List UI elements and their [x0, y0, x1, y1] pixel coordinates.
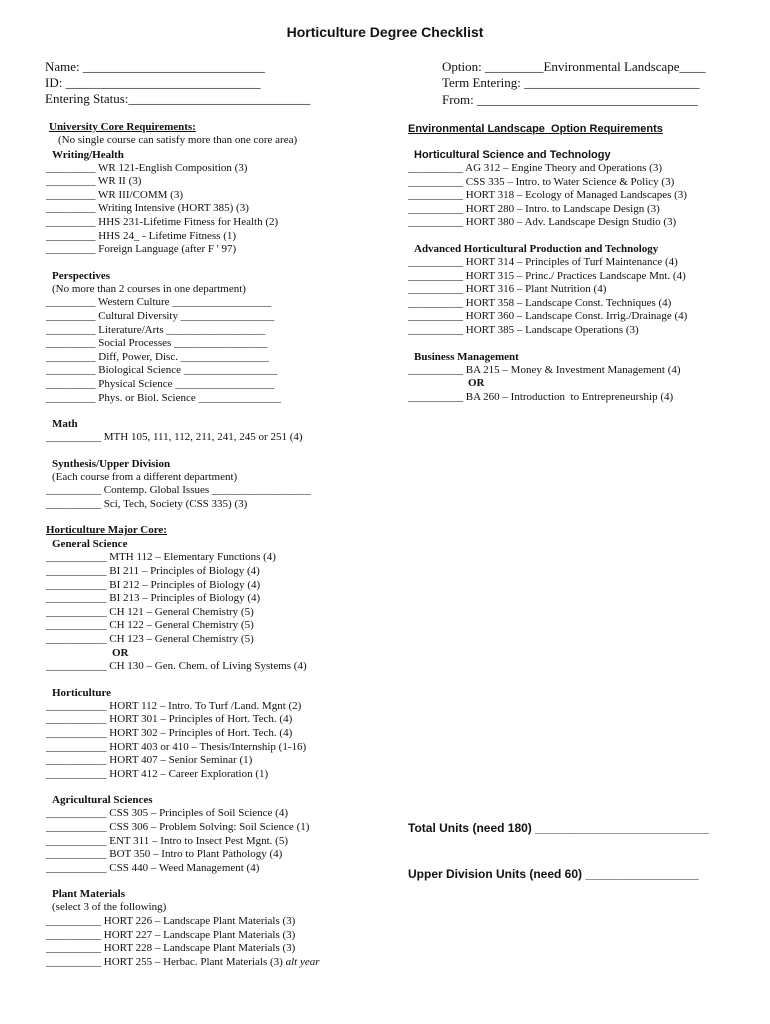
course-line[interactable]: ___________ HORT 403 or 410 – Thesis/Internship (1-16): [46, 740, 307, 753]
course-line[interactable]: __________ HORT 316 – Plant Nutrition (4): [408, 283, 607, 296]
course-line[interactable]: _________ Social Processes _________________: [46, 337, 268, 350]
advanced-hort-heading: Advanced Horticultural Production and Technology: [414, 242, 659, 255]
or-label: OR: [112, 646, 129, 659]
course-line[interactable]: ___________ CH 123 – General Chemistry (5): [46, 633, 254, 646]
course-line[interactable]: _________ Literature/Arts __________________: [46, 323, 266, 336]
upper-division-units-field[interactable]: Upper Division Units (need 60) _________________: [408, 867, 699, 881]
course-line[interactable]: ___________ HORT 407 – Senior Seminar (1): [46, 754, 253, 767]
course-line[interactable]: ___________ HORT 112 – Intro. To Turf /Land. Mgnt (2): [46, 699, 302, 712]
from-field[interactable]: From: __________________________________: [442, 92, 699, 107]
writing-list: [46, 162, 406, 257]
general-science-heading: General Science: [52, 538, 128, 551]
course-line[interactable]: ___________ HORT 412 – Career Exploration (1): [46, 767, 269, 780]
synthesis-heading: Synthesis/Upper Division: [52, 457, 171, 470]
course-line[interactable]: ___________ CSS 440 – Weed Management (4): [46, 861, 260, 874]
course-line[interactable]: ___________ CH 122 – General Chemistry (5): [46, 619, 254, 632]
course-line[interactable]: ___________ CH 121 – General Chemistry (5): [46, 605, 254, 618]
course-line[interactable]: __________ BA 215 – Money & Investment Management (4): [408, 363, 681, 376]
plant-materials-note: (select 3 of the following): [52, 901, 167, 914]
course-line[interactable]: _________ Foreign Language (after F ' 97): [46, 243, 237, 256]
course-line[interactable]: _________ Cultural Diversity _________________: [46, 309, 275, 322]
course-line[interactable]: __________ HORT 280 – Intro. to Landscape Design (3): [408, 202, 660, 215]
course-line[interactable]: ___________ BI 213 – Principles of Biology (4): [46, 592, 261, 605]
course-line[interactable]: _________ HHS 231-Lifetime Fitness for Health (2): [46, 215, 279, 228]
university-core-heading: University Core Requirements:: [49, 121, 196, 133]
agricultural-sciences-heading: Agricultural Sciences: [52, 794, 153, 807]
right-column: [408, 122, 753, 404]
course-line[interactable]: __________ HORT 314 – Principles of Turf Maintenance (4): [408, 255, 678, 268]
plant-materials-heading: Plant Materials: [52, 888, 126, 901]
perspectives-heading: Perspectives: [52, 269, 111, 282]
course-line[interactable]: ___________ BOT 350 – Intro to Plant Pathology (4): [46, 848, 283, 861]
course-line[interactable]: __________ BA 260 – Introduction to Entrepreneurship (4): [408, 390, 674, 403]
business-management-heading: Business Management: [414, 350, 519, 363]
course-line[interactable]: __________ Contemp. Global Issues __________________: [46, 484, 311, 497]
math-list: [46, 431, 406, 445]
synthesis-list: [46, 484, 406, 511]
course-line[interactable]: __________ AG 312 – Engine Theory and Operations (3): [408, 162, 662, 174]
course-line[interactable]: __________ HORT 318 – Ecology of Managed Landscapes (3): [408, 189, 687, 202]
course-line[interactable]: _________ Biological Science _________________: [46, 364, 278, 377]
course-line[interactable]: ___________ HORT 301 – Principles of Hort. Tech. (4): [46, 713, 293, 726]
course-line[interactable]: __________ HORT 358 – Landscape Const. Techniques (4): [408, 296, 672, 309]
total-units-field[interactable]: Total Units (need 180) __________________________: [408, 821, 709, 835]
hort-science-tech-heading: Horticultural Science and Technology: [414, 149, 611, 161]
left-column: [46, 120, 406, 969]
course-line[interactable]: ___________ CH 130 – Gen. Chem. of Living Systems (4): [46, 660, 307, 673]
course-line[interactable]: _________ Writing Intensive (HORT 385) (3): [46, 202, 249, 215]
advanced-hort-list: [408, 256, 753, 338]
course-line[interactable]: ___________ MTH 112 – Elementary Functions (4): [46, 551, 276, 564]
course-line[interactable]: __________ HORT 380 – Adv. Landscape Design Studio (3): [408, 216, 677, 229]
course-line[interactable]: ___________ CSS 305 – Principles of Soil Science (4): [46, 807, 288, 820]
course-line[interactable]: __________ HORT 360 – Landscape Const. Irrig./Drainage (4): [408, 310, 688, 323]
perspectives-list: [46, 296, 406, 405]
course-line[interactable]: __________ CSS 335 – Intro. to Water Science & Policy (3): [408, 175, 675, 188]
writing-health-heading: Writing/Health: [52, 148, 124, 161]
alt-year-note: alt year: [285, 955, 320, 968]
horticulture-heading: Horticulture: [52, 686, 112, 699]
synthesis-note: (Each course from a different department): [52, 470, 238, 483]
math-heading: Math: [52, 418, 78, 431]
course-line[interactable]: _________ WR III/COMM (3): [46, 188, 183, 201]
course-line[interactable]: _________ Diff, Power, Disc. ________________: [46, 350, 269, 363]
major-core-heading: Horticulture Major Core:: [46, 524, 167, 537]
option-field[interactable]: Option: _________Environmental Landscape____: [442, 59, 706, 74]
course-line[interactable]: __________ HORT 228 – Landscape Plant Materials (3): [46, 942, 296, 955]
term-entering-field[interactable]: Term Entering: ___________________________: [442, 75, 700, 90]
entering-status-field[interactable]: Entering Status:____________________________: [45, 91, 311, 106]
perspectives-note: (No more than 2 courses in one department): [52, 282, 246, 295]
id-field[interactable]: ID: ______________________________: [45, 75, 261, 90]
course-line[interactable]: __________ MTH 105, 111, 112, 211, 241, 245 or 251 (4): [46, 431, 303, 444]
course-line[interactable]: ___________ CSS 306 – Problem Solving: Soil Science (1): [46, 820, 310, 833]
or-label: OR: [468, 377, 485, 390]
course-line[interactable]: __________ HORT 226 – Landscape Plant Materials (3): [46, 914, 296, 927]
plant-materials-list: [46, 915, 406, 956]
course-line[interactable]: ___________ BI 212 – Principles of Biology (4): [46, 578, 261, 591]
course-line[interactable]: _________ WR 121-English Composition (3): [46, 161, 248, 174]
environmental-landscape-heading: Environmental Landscape Option Requirements: [408, 123, 663, 135]
course-line[interactable]: __________ HORT 385 – Landscape Operations (3): [408, 323, 639, 336]
course-text: __________ HORT 255 – Herbac. Plant Materials (3): [46, 955, 286, 968]
course-line[interactable]: _________ Phys. or Biol. Science _______________: [46, 391, 281, 404]
agricultural-sciences-list: [46, 807, 406, 875]
course-line[interactable]: __________ Sci, Tech, Society (CSS 335) (3): [46, 497, 248, 510]
course-line[interactable]: [46, 956, 406, 970]
course-line[interactable]: __________ HORT 227 – Landscape Plant Materials (3): [46, 928, 296, 941]
university-core-note: (No single course can satisfy more than one core area): [58, 134, 298, 146]
page-title: Horticulture Degree Checklist: [286, 24, 484, 40]
hort-science-tech-list: [408, 162, 753, 230]
course-line[interactable]: ___________ BI 211 – Principles of Biology (4): [46, 565, 260, 578]
horticulture-list: [46, 700, 406, 782]
course-line[interactable]: _________ HHS 24_ - Lifetime Fitness (1): [46, 229, 237, 242]
course-line[interactable]: ___________ HORT 302 – Principles of Hort. Tech. (4): [46, 727, 293, 739]
course-line[interactable]: _________ Western Culture __________________: [46, 296, 272, 309]
course-line[interactable]: __________ HORT 315 – Princ./ Practices Landscape Mnt. (4): [408, 269, 686, 282]
general-science-list: [46, 551, 406, 646]
course-line[interactable]: _________ WR II (3): [46, 175, 142, 188]
name-field[interactable]: Name: ____________________________: [45, 59, 265, 74]
course-line[interactable]: _________ Physical Science __________________: [46, 377, 275, 390]
course-line[interactable]: ___________ ENT 311 – Intro to Insect Pest Mgnt. (5): [46, 834, 288, 847]
